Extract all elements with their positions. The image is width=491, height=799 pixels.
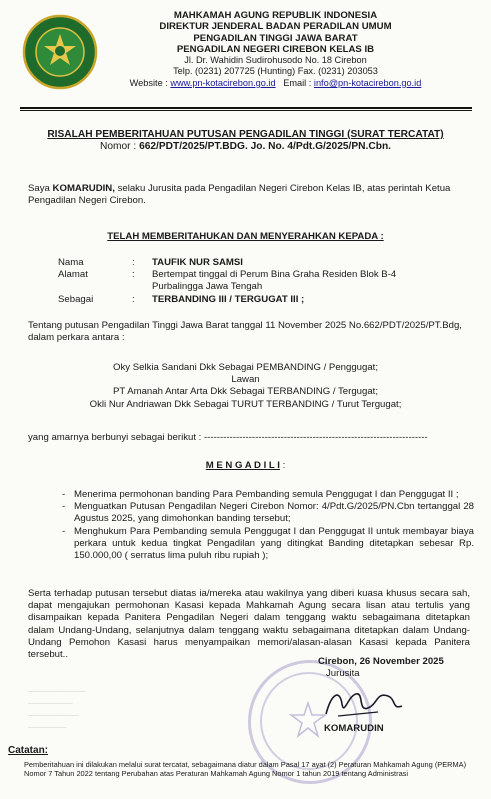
header-line-3: PENGADILAN TINGGI JAWA BARAT: [193, 32, 358, 44]
nama-label: Nama: [58, 257, 84, 268]
website-label: Website :: [129, 77, 168, 88]
nama-value: TAUFIK NUR SAMSI: [152, 257, 243, 268]
recipient-block: [58, 257, 468, 306]
sebagai-label: Sebagai: [58, 293, 94, 305]
tentang-paragraph: Tentang putusan Pengadilan Tinggi Jawa Barat tanggal 11 November 2025 No.662/PDT/2025/PT.Bdg, dalam perkara antara :: [28, 320, 462, 344]
website-link[interactable]: www.pn-kotacirebon.go.id: [170, 77, 276, 88]
handwritten-signature: [318, 686, 408, 722]
document-title-block: [0, 129, 491, 153]
party-lawan: Lawan: [231, 374, 260, 386]
header-rule-thick: [20, 107, 472, 109]
recipient-name-row: [58, 257, 468, 269]
telah-text: TELAH MEMBERITAHUKAN DAN MENYERAHKAN KEPADA :: [107, 231, 384, 242]
mengadili-colon: :: [279, 460, 286, 471]
nomor-label: Nomor :: [99, 141, 137, 152]
party-1: Oky Selkia Sandani Dkk Sebagai PEMBANDING / Penggugat;: [112, 362, 379, 373]
party-2: PT Amanah Antar Arta Dkk Sebagai TERBANDING / Tergugat;: [112, 386, 379, 398]
header-phone: Telp. (0231) 207725 (Hunting) Fax. (0231) 203053: [173, 66, 378, 77]
signature-role: Jurusita: [326, 668, 360, 680]
party-3: Okli Nur Andriawan Dkk Sebagai TURUT TERBANDING / Turut Tergugat;: [89, 398, 402, 410]
amar-line: yang amarnya berbunyi sebagai berikut : ----------------------------------------------------------------------: [28, 432, 428, 443]
ruling-item-1: - Menerima permohonan banding Para Pembanding semula Penggugat I dan Penggugat II ;: [62, 489, 474, 501]
header-web-row: [60, 78, 491, 89]
sebagai-value: TERBANDING III / TERGUGAT III ;: [152, 293, 305, 305]
signature-name: KOMARUDIN: [324, 723, 384, 734]
sebagai-colon: :: [132, 293, 135, 305]
mengadili-text: M E N G A D I L I: [205, 460, 280, 471]
header-line-2: DIREKTUR JENDERAL BADAN PERADILAN UMUM: [159, 21, 392, 33]
ruling-item-3: - Menghukum Para Pembanding semula Penggugat I dan Penggugat II untuk membayar biaya perkara untuk kedua tingkat Pengadilan yang ditingkat Banding ditetapkan sebesar Rp. 150.000,00 ( serratus lima puluh ribu rupiah );: [62, 526, 474, 563]
nama-colon: :: [132, 257, 135, 268]
alamat-label: Alamat: [58, 269, 88, 281]
recipient-address-row: [58, 269, 468, 293]
header-rule-thin: [20, 110, 472, 111]
mengadili-heading: [0, 460, 491, 472]
letterhead: [0, 10, 491, 89]
header-line-1: MAHKAMAH AGUNG REPUBLIK INDONESIA: [173, 10, 378, 21]
document-number: [0, 141, 491, 153]
ruling-item-2: - Menguatkan Putusan Pengadilan Negeri Cirebon Nomor: 4/Pdt.G/2025/PN.Cbn tertanggal 28 Agustus 2025, yang dimohonkan banding tersebut;: [62, 501, 474, 525]
signature-block: [318, 656, 478, 680]
telah-heading: [0, 231, 491, 243]
alamat-line-2: Purbalingga Jawa Tengah: [152, 281, 263, 293]
ruling-list: [62, 489, 474, 562]
intro-pre: Saya: [28, 183, 53, 194]
catatan-text: Pemberitahuan ini dilakukan melalui surat tercatat, sebagaimana diatur dalam Pasal 17 ayat (2) Peraturan Mahkamah Agung (PERMA) Nomor 7 Tahun 2022 tentang Perubahan atas Peraturan Mahkamah Agung Nomor 1 tahun 2019 tentang Administrasi: [24, 760, 467, 779]
catatan-label: Catatan:: [8, 745, 49, 756]
show-through-text: ───────── ─────── ──────── ──────: [28, 686, 86, 732]
document-title: RISALAH PEMBERITAHUAN PUTUSAN PENGADILAN TINGGI (SURAT TERCATAT): [47, 129, 444, 140]
intro-paragraph: [28, 183, 468, 207]
closing-paragraph: Serta terhadap putusan tersebut diatas ia/mereka atau wakilnya yang diberi kuasa khusus secara sah, dapat mengajukan permohonan Kasasi kepada Mahkamah Agung secara lisan atau tertulis yang disampaikan kepada Panitera Pengadilan Negeri dalam tenggang waktu sebagaimana ditetapkan dalam Undang-Undang, selanjutnya dalam tenggang waktu sebagaimana ditetapkan dalam Undang-Undang Pemohon Kasasi harus menyampaikan memori/alasan-alasan Kasasi kepada Panitera tersebut..: [28, 588, 470, 661]
email-label: Email :: [283, 77, 312, 88]
nomor-value: 662/PDT/2025/PT.BDG. Jo. No. 4/Pdt.G/2025/PN.Cbn.: [139, 141, 391, 152]
signature-date: Cirebon, 26 November 2025: [318, 656, 444, 667]
intro-name: KOMARUDIN,: [52, 183, 115, 194]
alamat-value: [152, 269, 468, 293]
recipient-role-row: [58, 294, 468, 306]
parties-block: [0, 362, 491, 411]
alamat-line-1: Bertempat tinggal di Perum Bina Graha Residen Blok B-4: [152, 269, 397, 281]
email-link[interactable]: info@pn-kotacirebon.go.id: [313, 77, 422, 88]
alamat-colon: :: [132, 269, 135, 281]
header-address: Jl. Dr. Wahidin Sudirohusodo No. 18 Cirebon: [184, 55, 367, 66]
header-line-4: PENGADILAN NEGERI CIREBON KELAS IB: [176, 43, 375, 55]
intro-post: selaku Jurusita pada Pengadilan Negeri Cirebon Kelas IB, atas perintah Ketua Pengadilan Negeri Cirebon.: [28, 183, 451, 207]
